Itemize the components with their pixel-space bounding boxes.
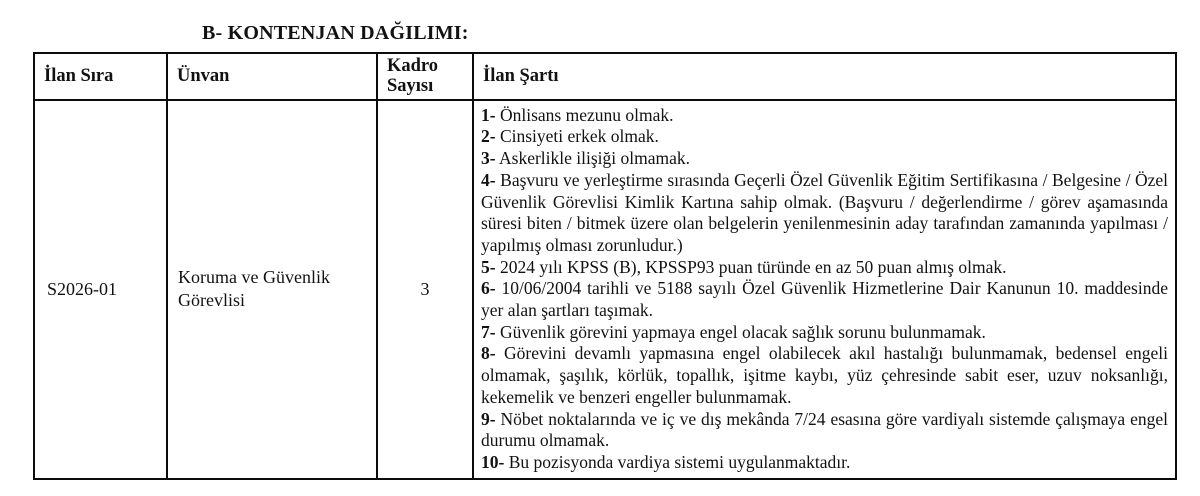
requirement-text: Görevini devamlı yapmasına engel olabilecek akıl hastalığı bulunmamak, bedensel engeli olmamak, şaşılık, körlük, topallık, işitme kaybı, yüz çehresinde sabit eser, uzuv noksanlığı, kekemelik ve benzeri engeller bulunmamak. [481, 343, 1169, 407]
requirement-number: 1- [481, 104, 496, 125]
requirement-text: Başvuru ve yerleştirme sırasında Geçerli Özel Güvenlik Eğitim Sertifikasına / Belgesine / Özel Güvenlik Görevlisi Kimlik Kartına sahip olmak. (Başvuru / değerlendirme / görev aşamasında süresi biten / bitmek üzere olan belgelerin yenilenmesinin aday tarafından zamanında yapılması / yapılmış olması zorunludur.) [481, 169, 1169, 255]
requirement-number: 3- [481, 148, 496, 169]
requirement-text: Önlisans mezunu olmak. [499, 104, 674, 125]
quota-table [33, 52, 1177, 480]
requirement-text: Cinsiyeti erkek olmak. [499, 126, 659, 147]
requirement-item-10 [481, 452, 1168, 474]
section-title: B- KONTENJAN DAĞILIMI: [202, 22, 469, 44]
requirement-number: 9- [481, 408, 496, 429]
requirement-number: 4- [481, 169, 496, 190]
requirement-text: Bu pozisyonda vardiya sistemi uygulanmaktadır. [508, 451, 851, 472]
requirement-text: 10/06/2004 tarihli ve 5188 sayılı Özel Güvenlik Hizmetlerine Dair Kanunun 10. maddesinde yer alan şartları taşımak. [481, 278, 1168, 321]
requirement-number: 8- [481, 343, 496, 364]
requirement-number: 5- [481, 256, 496, 277]
col-header-ilan-sira: İlan Sıra [34, 53, 167, 100]
table-row [34, 100, 1176, 479]
requirement-item-9 [481, 409, 1168, 452]
requirement-item-6 [481, 278, 1168, 321]
requirement-number: 10- [481, 451, 505, 472]
requirement-item-5 [481, 257, 1168, 279]
requirement-number: 6- [481, 278, 496, 299]
col-header-unvan: Ünvan [167, 53, 377, 100]
requirement-text: Askerlikle ilişiği olmamak. [499, 148, 691, 169]
requirement-number: 7- [481, 321, 496, 342]
cell-ilan-sira: S2026-01 [34, 100, 167, 479]
requirement-text: Nöbet noktalarında ve iç ve dış mekânda 7/24 esasına göre vardiyalı sistemde çalışmaya engel durumu olmamak. [481, 408, 1168, 451]
requirement-item-1 [481, 105, 1168, 127]
requirement-item-8 [481, 343, 1168, 408]
cell-ilan-sarti [473, 100, 1176, 479]
requirement-item-2 [481, 126, 1168, 148]
col-header-ilan-sarti: İlan Şartı [473, 53, 1176, 100]
requirement-item-4 [481, 170, 1168, 257]
requirement-item-7 [481, 322, 1168, 344]
requirement-item-3 [481, 148, 1168, 170]
table-header-row [34, 53, 1176, 100]
requirement-text: 2024 yılı KPSS (B), KPSSP93 puan türünde en az 50 puan almış olmak. [499, 256, 1007, 277]
cell-unvan: Koruma ve Güvenlik Görevlisi [167, 100, 377, 479]
requirement-text: Güvenlik görevini yapmaya engel olacak sağlık sorunu bulunmamak. [499, 321, 986, 342]
col-header-kadro-sayisi: Kadro Sayısı [377, 53, 473, 100]
cell-kadro-sayisi: 3 [377, 100, 473, 479]
requirement-number: 2- [481, 126, 496, 147]
